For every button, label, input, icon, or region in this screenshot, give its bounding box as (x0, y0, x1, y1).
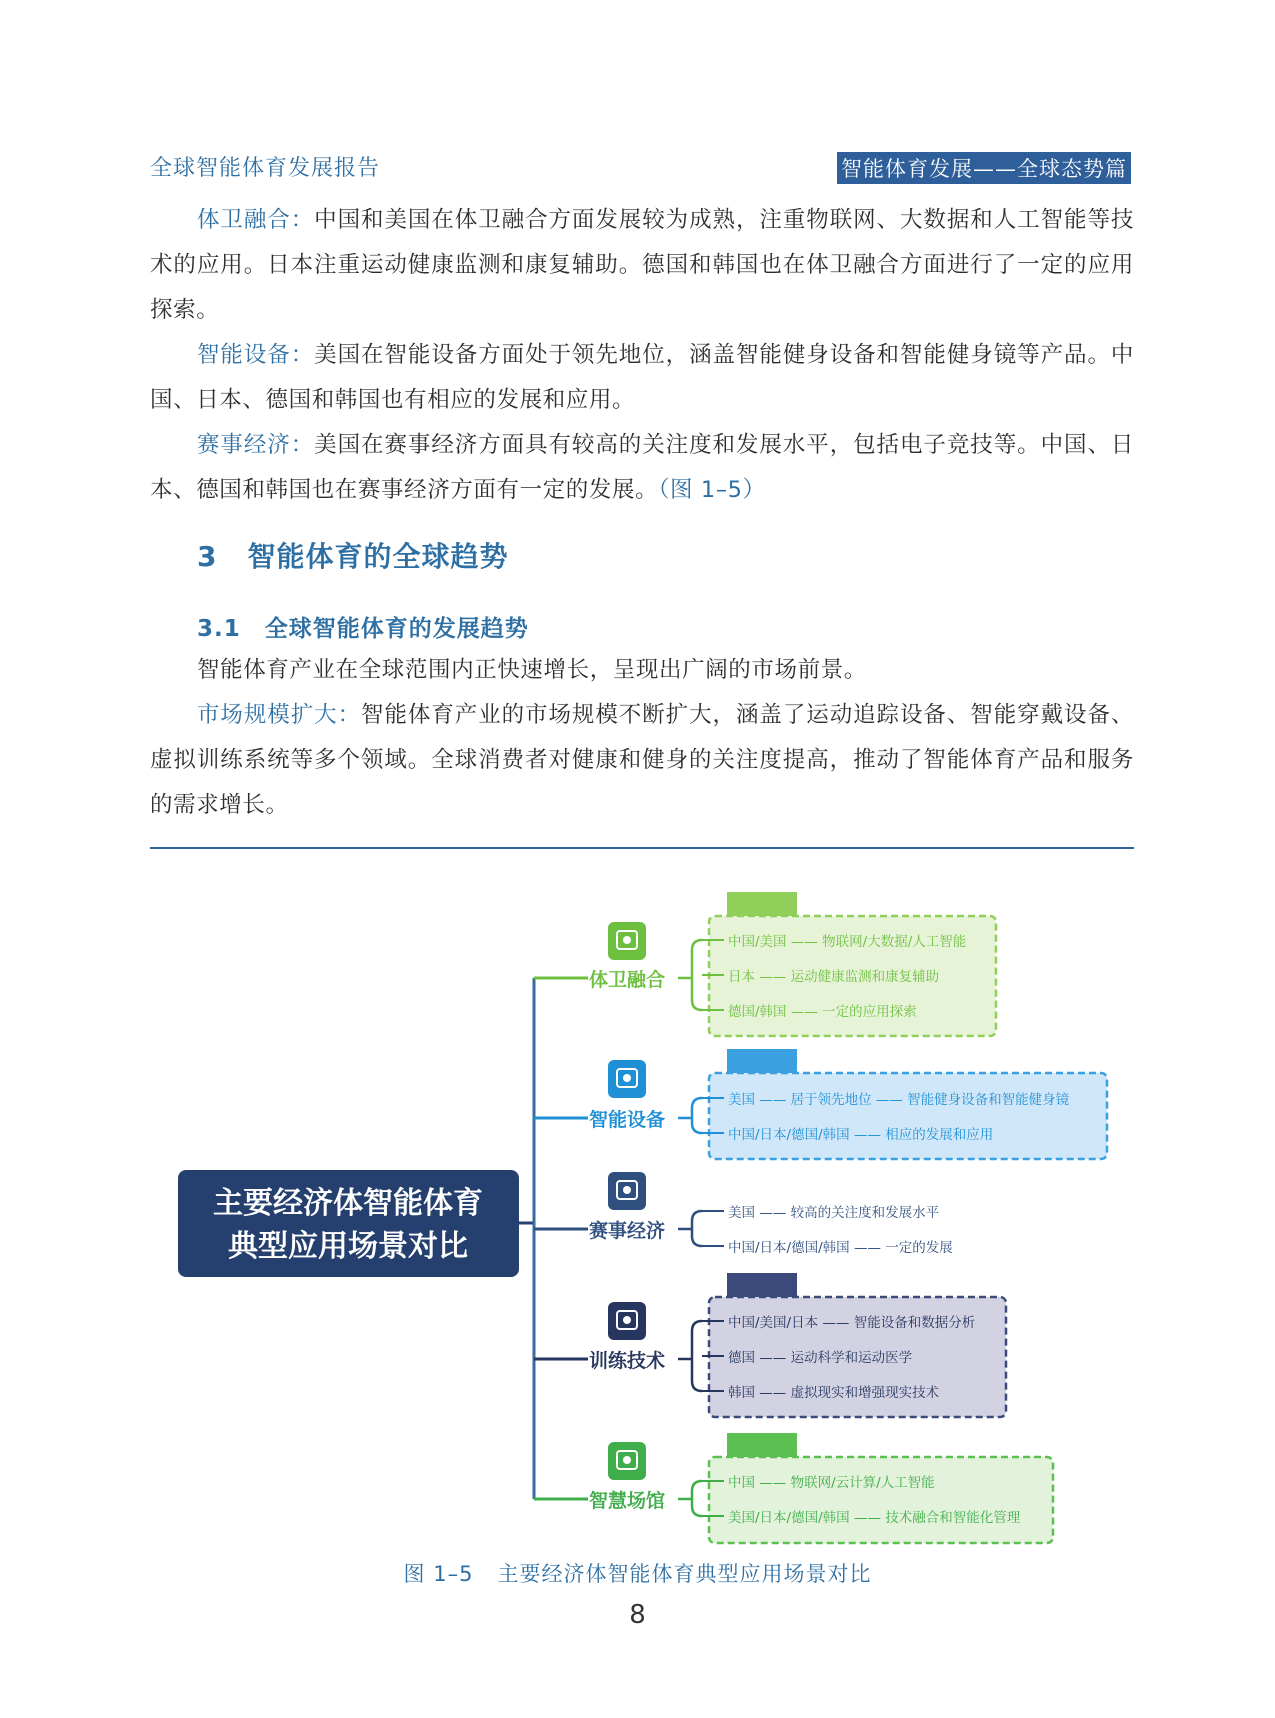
branch-box (709, 1073, 1107, 1159)
bracket (692, 940, 702, 1010)
item-detail: —— 智能健身设备和智能健身镜 (871, 1092, 1070, 1108)
item-region: 中国/美国 (728, 934, 787, 950)
figure-label: 图 1–5 (403, 1562, 474, 1586)
item-detail: —— 物联网/云计算/人工智能 (755, 1475, 935, 1491)
paragraph-lead: 市场规模扩大： (197, 702, 362, 728)
branch-item (728, 1091, 1070, 1108)
branch-box (709, 1457, 1053, 1543)
branch-label: 智能设备 (588, 1109, 666, 1131)
branch-item (728, 1204, 939, 1221)
paragraph (150, 333, 1134, 423)
branch-label: 体卫融合 (588, 969, 666, 991)
subsection-title: 全球智能体育的发展趋势 (264, 616, 529, 642)
item-region: 美国 (728, 1205, 755, 1221)
item-detail: —— 一定的发展 (849, 1240, 953, 1256)
section-title: 智能体育的全球趋势 (247, 540, 509, 573)
item-detail: —— 一定的应用探索 (786, 1004, 917, 1020)
branch-item (728, 1509, 1021, 1526)
root-node-line-2: 典型应用场景对比 (228, 1229, 468, 1264)
item-region: 中国 (728, 1475, 755, 1491)
paragraph-lead: 赛事经济： (197, 432, 315, 458)
item-region: 中国/日本/德国/韩国 (728, 1240, 850, 1256)
paragraph (150, 648, 1134, 693)
item-detail: —— 虚拟现实和增强现实技术 (755, 1385, 940, 1401)
paragraph-text: 智能体育产业的市场规模不断扩大，涵盖了运动追踪设备、智能穿戴设备、虚拟训练系统等多个领域。全球消费者对健康和健身的关注度提高，推动了智能体育产品和服务的需求增长。 (150, 702, 1134, 818)
icon-glyph-dot (623, 936, 631, 944)
item-region: 韩国 (728, 1385, 755, 1401)
bracket (692, 1321, 702, 1391)
figure-top-rule (150, 847, 1134, 849)
venue-icon (608, 1442, 646, 1480)
item-detail: —— 运动科学和运动医学 (755, 1350, 913, 1366)
paragraph-lead: 智能设备： (197, 342, 315, 368)
branch-tab (727, 892, 797, 918)
page-number: 8 (629, 1600, 646, 1630)
body-text-block-2 (150, 648, 1134, 828)
paragraph-lead: 体卫融合： (197, 207, 315, 233)
branch-tab (727, 1433, 797, 1459)
branch-item (728, 1126, 993, 1143)
mind-map-diagram (0, 860, 1275, 1550)
item-detail: —— 较高的关注度和发展水平 (755, 1205, 940, 1221)
figure-title: 主要经济体智能体育典型应用场景对比 (497, 1562, 872, 1586)
bracket (692, 1481, 702, 1516)
item-region: 德国 (728, 1350, 755, 1366)
body-text-block-1 (150, 198, 1134, 513)
item-region: 中国/日本/德国/韩国 (728, 1127, 850, 1143)
item-detail: —— 技术融合和智能化管理 (849, 1510, 1021, 1526)
branch-tab (727, 1273, 797, 1299)
branch-item (728, 1239, 953, 1256)
root-node-line-1: 主要经济体智能体育 (213, 1186, 483, 1221)
branch-item (728, 1474, 935, 1491)
branch-label: 赛事经济 (588, 1220, 666, 1242)
icon-glyph-dot (623, 1316, 631, 1324)
paragraph-text: 美国在赛事经济方面具有较高的关注度和发展水平，包括电子竞技等。中国、日本、德国和韩国也在赛事经济方面有一定的发展。 (150, 432, 1134, 503)
event-icon (608, 1172, 646, 1210)
icon-glyph-dot (623, 1186, 631, 1194)
item-detail: —— 运动健康监测和康复辅助 (755, 969, 940, 985)
branch-item (728, 1003, 917, 1020)
running-header-title: 全球智能体育发展报告 (150, 156, 381, 181)
smart-device-icon (608, 1060, 646, 1098)
figure-reference-link[interactable]: （图 1–5） (658, 477, 766, 503)
paragraph-text: 美国在智能设备方面处于领先地位，涵盖智能健身设备和智能健身镜等产品。中国、日本、德国和韩国也有相应的发展和应用。 (150, 342, 1134, 413)
branch-item (728, 968, 939, 985)
item-detail: —— 物联网/大数据/人工智能 (786, 934, 967, 950)
running-header-section: 智能体育发展——全球态势篇 (837, 152, 1131, 184)
branch-label: 智慧场馆 (588, 1490, 666, 1512)
paragraph-text: 中国和美国在体卫融合方面发展较为成熟，注重物联网、大数据和人工智能等技术的应用。日本注重运动健康监测和康复辅助。德国和韩国也在体卫融合方面进行了一定的应用探索。 (150, 207, 1134, 323)
item-region: 美国/日本/德国/韩国 (728, 1510, 850, 1526)
training-icon (608, 1302, 646, 1340)
section-number: 3 (197, 540, 218, 573)
item-region: 中国/美国/日本 (728, 1315, 819, 1331)
subsection-heading (197, 610, 529, 643)
branch-label: 训练技术 (588, 1350, 666, 1372)
branch-item (728, 933, 966, 950)
branch-tab (727, 1049, 797, 1075)
section-heading (197, 535, 509, 575)
paragraph (150, 423, 1134, 513)
branch-item (728, 1314, 975, 1331)
item-detail: —— 居于领先地位 (755, 1092, 872, 1108)
branches-group (534, 892, 1107, 1543)
icon-glyph-dot (623, 1074, 631, 1082)
bracket (692, 1098, 702, 1133)
bracket (692, 1211, 702, 1246)
icon-glyph-dot (623, 1456, 631, 1464)
item-detail: —— 相应的发展和应用 (849, 1127, 994, 1143)
branch-item (728, 1384, 940, 1401)
figure-caption (0, 1558, 1275, 1588)
item-detail: —— 智能设备和数据分析 (818, 1315, 976, 1331)
item-region: 德国/韩国 (728, 1004, 787, 1020)
paragraph (150, 693, 1134, 828)
item-region: 美国 (728, 1092, 755, 1108)
paragraph (150, 198, 1134, 333)
health-icon (608, 922, 646, 960)
branch-item (728, 1349, 913, 1366)
subsection-number: 3.1 (197, 616, 241, 642)
paragraph-text: 智能体育产业在全球范围内正快速增长，呈现出广阔的市场前景。 (197, 657, 867, 683)
item-region: 日本 (728, 969, 755, 985)
